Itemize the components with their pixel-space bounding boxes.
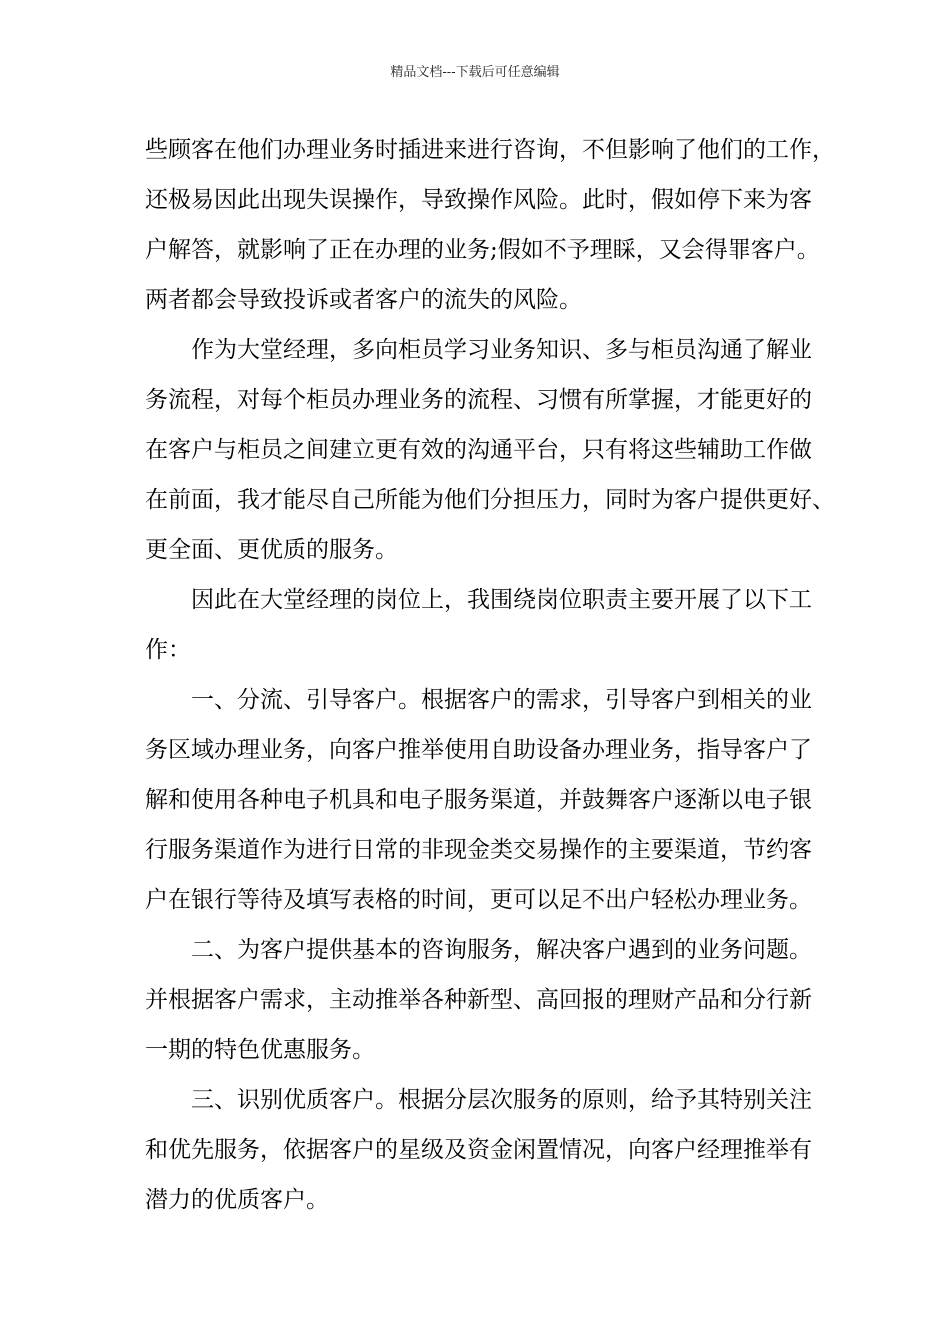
text-line: 和优先服务，依据客户的星级及资金闲置情况，向客户经理推举有 [145,1137,812,1163]
text-line: 户在银行等待及填写表格的时间，更可以足不出户轻松办理业务。 [145,887,812,913]
document-body [145,125,835,1225]
text-line: 些顾客在他们办理业务时插进来进行咨询，不但影响了他们的工作， [145,137,835,163]
text-line: 三、识别优质客户。根据分层次服务的原则，给予其特别关注 [145,1087,812,1113]
text-line: 因此在大堂经理的岗位上，我围绕岗位职责主要开展了以下工 [145,587,812,613]
text-line: 在客户与柜员之间建立更有效的沟通平台，只有将这些辅助工作做 [145,437,812,463]
text-line: 潜力的优质客户。 [145,1187,329,1213]
text-line: 作： [145,637,191,663]
text-line: 一期的特色优惠服务。 [145,1037,375,1063]
text-line: 并根据客户需求，主动推举各种新型、高回报的理财产品和分行新 [145,987,812,1013]
text-line: 作为大堂经理，多向柜员学习业务知识、多与柜员沟通了解业 [145,337,812,363]
text-line: 更全面、更优质的服务。 [145,537,398,563]
text-line: 务流程，对每个柜员办理业务的流程、习惯有所掌握，才能更好的 [145,387,812,413]
text-line: 务区域办理业务，向客户推举使用自助设备办理业务，指导客户了 [145,737,812,763]
text-line: 解和使用各种电子机具和电子服务渠道，并鼓舞客户逐渐以电子银 [145,787,812,813]
text-line: 行服务渠道作为进行日常的非现金类交易操作的主要渠道，节约客 [145,837,812,863]
text-line: 在前面，我才能尽自己所能为他们分担压力，同时为客户提供更好、 [145,487,835,513]
text-line: 一、分流、引导客户。根据客户的需求，引导客户到相关的业 [145,687,812,713]
text-line: 两者都会导致投诉或者客户的流失的风险。 [145,287,582,313]
page-header: 精品文档---下载后可任意编辑 [390,65,560,80]
text-line: 二、为客户提供基本的咨询服务，解决客户遇到的业务问题。 [145,937,812,963]
text-line: 还极易因此出现失误操作，导致操作风险。此时，假如停下来为客 [145,187,812,213]
text-line: 户解答，就影响了正在办理的业务;假如不予理睬，又会得罪客户。 [145,237,820,263]
